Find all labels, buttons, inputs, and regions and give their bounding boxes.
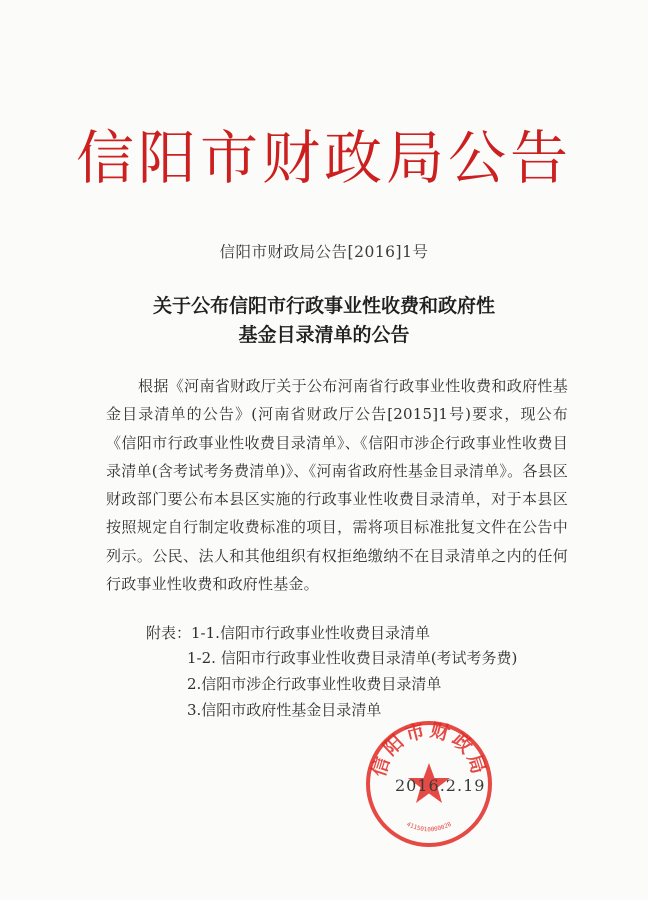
attachment-item: 1-1.信阳市行政事业性收费目录清单 bbox=[191, 624, 430, 642]
subject-line-1: 关于公布信阳市行政事业性收费和政府性 bbox=[152, 295, 495, 317]
issue-date: 2016.2.19 bbox=[395, 776, 486, 795]
document-number: 信阳市财政局公告[2016]1号 bbox=[219, 243, 429, 261]
document-title: 信阳市财政局公告 bbox=[75, 124, 572, 192]
attachment-item: 1-2. 信阳市行政事业性收费目录清单(考试考务费) bbox=[187, 649, 518, 667]
attachment-item: 2.信阳市涉企行政事业性收费目录清单 bbox=[187, 675, 442, 693]
seal-code: 4115010000028 bbox=[405, 820, 453, 834]
attachment-prefix: 附表： bbox=[146, 624, 192, 642]
subject-line-2: 基金目录清单的公告 bbox=[238, 324, 410, 346]
seal-name: 信阳市财政局 bbox=[367, 719, 491, 780]
attachment-item: 3.信阳市政府性基金目录清单 bbox=[187, 701, 382, 719]
attachment-list bbox=[146, 622, 430, 643]
body-paragraph: 根据《河南省财政厅关于公布河南省行政事业性收费和政府性基金目录清单的公告》(河南省财政厅公告[2015]1号)要求，现公布《信阳市行政事业性收费目录清单》、《信阳市涉企行政事业性收费目录清单(含考试考务费清单)》、《河南省政府性基金目录清单》。各县区财政部门要公布本县区实施的行政事业性收费目录清单，对于本县区按照规定自行制定收费标准的项目，需将项目标准批复文件在公告中列示。公民、法人和其他组织有权拒绝缴纳不在目录清单之内的任何行政事业性收费和政府性基金。 bbox=[106, 377, 568, 594]
subject-heading bbox=[0, 292, 648, 350]
